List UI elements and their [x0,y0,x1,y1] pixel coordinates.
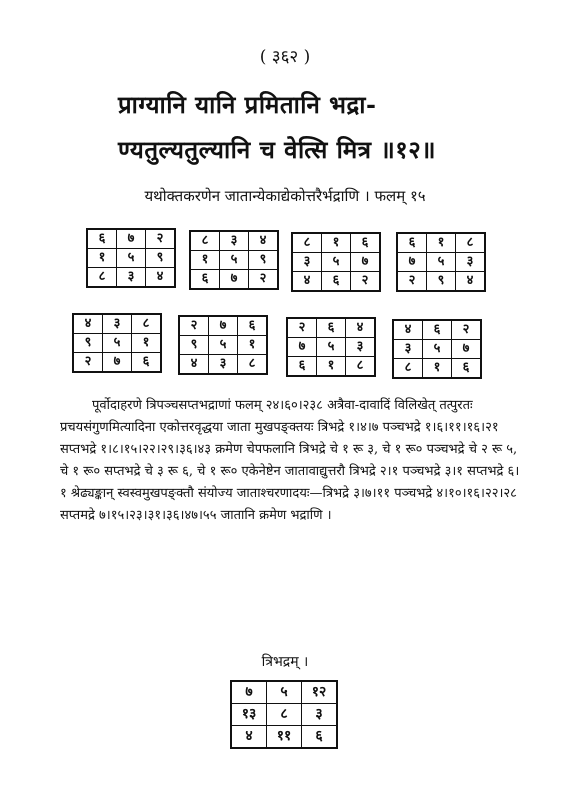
grid-cell: ८ [393,359,423,379]
square-row2-1 [72,313,162,373]
square-row1-2 [189,230,279,290]
grid-cell: ३ [292,253,322,272]
grid-cell: १३ [231,704,267,726]
grid-cell: २ [146,229,176,249]
grid-cell: २ [397,272,427,292]
grid-cell: ५ [427,253,456,272]
grid-cell: ९ [179,336,209,355]
grid-cell: ६ [423,320,452,340]
square-row2-3 [286,317,376,377]
grid-cell: ५ [103,334,132,353]
grid-cell: ५ [317,338,346,357]
grid-cell: ७ [220,270,249,290]
grid-cell: २ [452,320,482,340]
grid-cell: ८ [346,357,376,377]
square-row2-2 [178,315,268,375]
grid-cell: ६ [190,270,220,290]
grid-cell: ९ [73,334,103,353]
grid-cell: ३ [103,314,132,334]
grid-cell: ६ [452,359,482,379]
page-number: ( ३६२ ) [259,47,311,67]
grid-cell: ४ [231,726,267,749]
body-paragraph: पूर्वोदाहरणे त्रिपञ्चसप्तभद्राणां फलम् २४।६०।२३८ अत्रैवा-दावादिं विलिखेत् तत्पुरतः प्रचयसंगुणमित्यादिना एकोत्तरवृद्धया जाता मुखपङ्क्तयः त्रिभद्रे १।४।७ पञ्चभद्रे १।६।११।१६।२१ सप्तभद्रे १।८।१५।२२।२९।३६।४३ क्रमेण चेपफलानि त्रिभद्रे चे १ रू ३, चे १ रू० पञ्चभद्रे चे २ रू ५, चे १ रू० सप्तभद्रे चे ३ रू ६, चे १ रू० एकेनेष्टेन जातावाद्युत्तरौ त्रिभद्रे २।१ पञ्चभद्रे ३।१ सप्तभद्रे ६।१ श्रेढ्यङ्कान् स्वस्वमुखपङ्क्तौ संयोज्य जाताश्चरणादयः—त्रिभद्रे ३।७।११ पञ्चभद्रे ४।१०।१६।२२।२८ सप्तमद्रे ७।१५।२३।३१।३६।४७।५५ जातानि क्रमेण भद्राणि । [60,398,520,523]
grid-cell: ८ [267,704,302,726]
section-heading: त्रिभद्रम् । [261,654,309,670]
grid-cell: १ [87,249,117,268]
grid-cell: ७ [231,681,267,704]
grid-cell: ९ [427,272,456,292]
grid-cell: १ [132,334,162,353]
grid-cell: ५ [267,681,302,704]
grid-cell: ७ [287,338,317,357]
grid-cell: ४ [292,272,322,292]
grid-cell: ४ [249,231,279,251]
grid-cell: १ [427,233,456,253]
grid-cell: ७ [103,353,132,373]
grid-cell: ६ [322,272,351,292]
grid-cell: ३ [346,338,376,357]
grid-cell: ६ [132,353,162,373]
grid-cell: ४ [73,314,103,334]
grid-cell: ४ [393,320,423,340]
grid-cell: ७ [351,253,381,272]
grid-cell: ११ [267,726,302,749]
grid-cell: ८ [456,233,486,253]
grid-cell: ७ [397,253,427,272]
grid-cell: ४ [146,268,176,288]
square-row1-4 [396,232,486,292]
grid-cell: २ [179,316,209,336]
grid-cell: ६ [287,357,317,377]
grid-cell: २ [351,272,381,292]
grid-cell: १ [238,336,268,355]
grid-cell: १ [190,251,220,270]
magic-square-three [230,680,338,749]
verse-line-1: प्राग्यानि यानि प्रमितानि भद्रा- [118,90,377,119]
grid-cell: ८ [132,314,162,334]
grid-cell: ५ [423,340,452,359]
grid-cell: ७ [452,340,482,359]
grid-cell: ८ [87,268,117,288]
square-row1-3 [291,232,381,292]
grid-cell: ६ [302,726,338,749]
grid-cell: ३ [117,268,146,288]
grid-cell: ८ [190,231,220,251]
grid-cell: ७ [117,229,146,249]
grid-cell: ३ [456,253,486,272]
grid-cell: ६ [317,318,346,338]
grid-cell: १ [322,233,351,253]
square-row1-1 [86,228,176,288]
grid-cell: ४ [346,318,376,338]
grid-cell: २ [249,270,279,290]
grid-cell: ६ [397,233,427,253]
grid-cell: ५ [117,249,146,268]
square-row2-4 [392,319,482,379]
grid-cell: ४ [456,272,486,292]
grid-cell: ५ [209,336,238,355]
grid-cell: ५ [322,253,351,272]
grid-cell: ३ [220,231,249,251]
grid-cell: १२ [302,681,338,704]
grid-cell: १ [317,357,346,377]
grid-cell: ९ [146,249,176,268]
grid-cell: २ [73,353,103,373]
grid-cell: २ [287,318,317,338]
grid-cell: ८ [292,233,322,253]
grid-cell: ५ [220,251,249,270]
grid-cell: ३ [393,340,423,359]
grid-cell: ३ [302,704,338,726]
grid-cell: ६ [87,229,117,249]
grid-cell: ६ [238,316,268,336]
grid-cell: ९ [249,251,279,270]
grid-cell: ३ [209,355,238,375]
grid-cell: ४ [179,355,209,375]
result-line: यथोक्तकरणेन जातान्येकाद्येकोत्तरैर्भद्राणि । फलम् १५ [144,187,426,205]
grid-cell: ८ [238,355,268,375]
grid-cell: ६ [351,233,381,253]
grid-cell: ७ [209,316,238,336]
verse-line-2: ण्यतुल्यतुल्यानि च वेत्सि मित्र ॥१२॥ [118,135,437,164]
grid-cell: १ [423,359,452,379]
